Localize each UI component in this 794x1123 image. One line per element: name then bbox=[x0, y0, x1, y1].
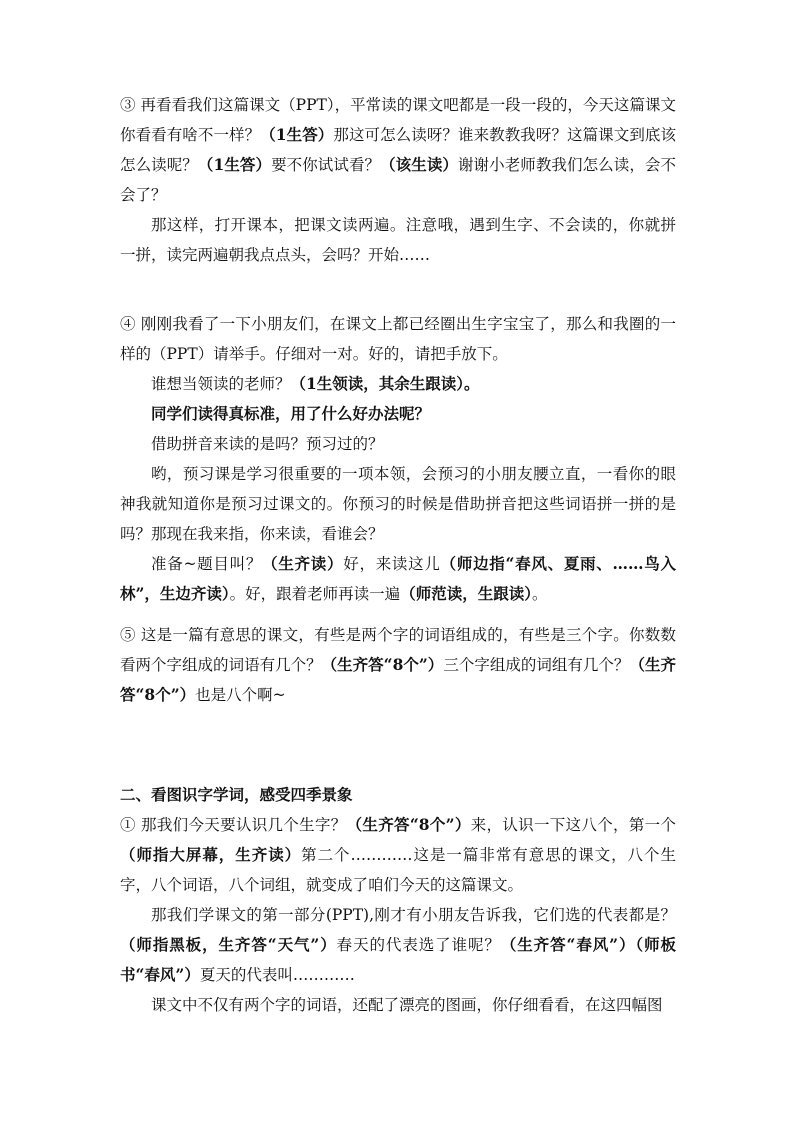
paragraph-4-2 bbox=[120, 369, 676, 399]
text-run: 谢谢小老师教我们怎么读，会不会了？ bbox=[120, 156, 676, 204]
text-run: 来，认识一下这八个，第一个 bbox=[470, 816, 676, 834]
text-run: 那我们学课文的第一部分(PPT),刚才有小朋友告诉我，它们选的代表都是？ bbox=[151, 906, 676, 924]
section-5 bbox=[120, 620, 676, 710]
paragraph-3-2: 那这样，打开课本，把课文读两遍。注意哦，遇到生字、不会读的，你就拼一拼，读完两遍朝我点点头，会吗？开始…… bbox=[120, 216, 676, 264]
paragraph-s2-1 bbox=[120, 810, 676, 900]
section-2 bbox=[120, 780, 676, 1020]
text-run: ① 那我们今天要认识几个生字？ bbox=[120, 816, 347, 834]
bold-run: （该生读） bbox=[380, 155, 458, 174]
bold-run: （师边指“春风、夏雨、……鸟入林”，生边齐读） bbox=[120, 554, 676, 603]
paragraph-4-6 bbox=[120, 549, 676, 609]
paragraph-s2-2 bbox=[120, 900, 676, 990]
section-heading: 二、看图识字学词，感受四季景象 bbox=[120, 785, 353, 804]
text-run: 准备~题目叫？ bbox=[151, 555, 263, 573]
text-run: 好，来读这儿 bbox=[343, 555, 441, 573]
bold-run: （师指黑板，生齐答“天气”） bbox=[120, 935, 337, 954]
paragraph-s2-3: 课文中不仅有两个字的词语，还配了漂亮的图画，你仔细看看，在这四幅图 bbox=[151, 996, 663, 1014]
paragraph-4-3: 同学们读得真标准，用了什么好办法呢？ bbox=[151, 404, 431, 423]
paragraph-4-5: 哟，预习课是学习很重要的一项本领，会预习的小朋友腰立直，一看你的眼神我就知道你是预习过课文的。你预习的时候是借助拼音把这些词语拼一拼的是吗？那现在我来指，你来读，看谁会？ bbox=[120, 465, 676, 543]
bold-run: （1生答） bbox=[260, 125, 334, 144]
text-run: 要不你试试看？ bbox=[271, 156, 381, 174]
bold-run: （生齐答“8个”） bbox=[120, 655, 676, 704]
section-4 bbox=[120, 309, 676, 609]
paragraph-5-1 bbox=[120, 620, 676, 710]
text-run: 。好，跟着老师再读一遍 bbox=[229, 585, 401, 603]
text-run: 春天的代表选了谁呢？ bbox=[336, 936, 501, 954]
bold-run: （师范读，生跟读） bbox=[400, 584, 532, 603]
bold-run: （生齐答“8个”） bbox=[321, 655, 444, 674]
text-run: ③ 再看看我们这篇课文（PPT），平常读的课文吧都是一段一段的，今天这篇课文你看看有啥不一样？ bbox=[120, 96, 676, 144]
bold-run: （1生领读，其余生跟读）。 bbox=[290, 374, 480, 393]
bold-run: （1生答） bbox=[197, 155, 272, 174]
paragraph-4-4: 借助拼音来读的是吗？预习过的？ bbox=[151, 435, 384, 453]
paragraph-4-1: ④ 刚刚我看了一下小朋友们，在课文上都已经圈出生字宝宝了，那么和我圈的一样的（PPT）请举手。仔细对一对。好的，请把手放下。 bbox=[120, 315, 676, 363]
text-run: 三个字组成的词组有几个？ bbox=[443, 656, 630, 674]
text-run: ⑤ 这是一篇有意思的课文，有些是两个字的词语组成的，有些是三个字。你数数看两个字组成的词语有几个？ bbox=[120, 626, 676, 674]
text-run: 夏天的代表叫………… bbox=[199, 966, 355, 984]
text-run: 也是八个啊~ bbox=[195, 686, 286, 704]
text-run: 那这可怎么读呀？谁来教教我呀？这篇课文到底该怎么读呢？ bbox=[120, 126, 676, 174]
text-run: 。 bbox=[531, 585, 548, 603]
bold-run: （生齐答“春风”）（师板书“春风”） bbox=[120, 935, 676, 984]
text-run: 谁想当领读的老师？ bbox=[151, 375, 291, 393]
bold-run: （生齐读） bbox=[262, 554, 344, 573]
section-3 bbox=[120, 90, 676, 270]
text-run: 第二个…………这是一篇非常有意思的课文，八个生字，八个词语，八个词组，就变成了咱们今天的这篇课文。 bbox=[120, 846, 676, 894]
bold-run: （生齐答“8个”） bbox=[346, 815, 471, 834]
bold-run: （师指大屏幕，生齐读） bbox=[120, 845, 302, 864]
paragraph-3-1 bbox=[120, 90, 676, 210]
